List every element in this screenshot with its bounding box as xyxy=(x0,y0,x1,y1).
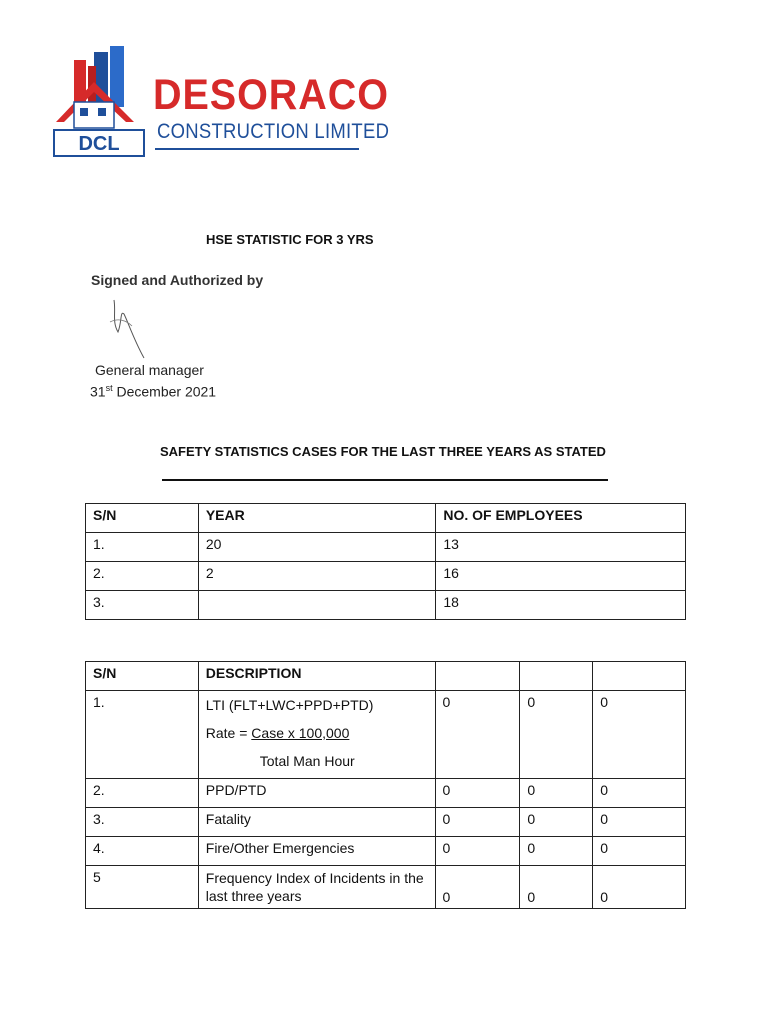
rate-denominator: Total Man Hour xyxy=(259,753,355,769)
table-cell: 0 xyxy=(520,779,593,808)
logo-window xyxy=(98,108,106,116)
table-row xyxy=(86,691,686,779)
table-cell: PPD/PTD xyxy=(198,779,435,808)
table-cell: 16 xyxy=(436,562,686,591)
table-row xyxy=(86,837,686,866)
table-cell: 0 xyxy=(593,808,686,837)
signature xyxy=(104,292,154,362)
logo-window xyxy=(80,108,88,116)
logo-building-blue-tall xyxy=(110,46,124,107)
company-subtitle: CONSTRUCTION LIMITED xyxy=(157,120,390,143)
table-cell: 20 xyxy=(198,533,436,562)
company-name: DESORACO xyxy=(153,71,389,119)
header-cell xyxy=(435,662,520,691)
safety-statistics-table xyxy=(85,661,686,909)
table-cell: 3. xyxy=(86,808,199,837)
signature-date: 31st December 2021 xyxy=(90,383,217,400)
employees-table xyxy=(85,503,686,620)
table-cell: 0 xyxy=(520,866,593,909)
table-row xyxy=(86,591,686,620)
table-cell: 0 xyxy=(435,808,520,837)
table-cell: 0 xyxy=(593,779,686,808)
heading-rule xyxy=(162,479,608,481)
table-cell xyxy=(198,591,436,620)
table-cell: 0 xyxy=(435,779,520,808)
table-row xyxy=(86,866,686,909)
table-cell: 0 xyxy=(520,837,593,866)
table-row xyxy=(86,808,686,837)
table-cell: 1. xyxy=(86,691,199,779)
table-row xyxy=(86,533,686,562)
table-cell: 0 xyxy=(435,837,520,866)
lti-description-cell xyxy=(198,691,435,779)
header-cell: NO. OF EMPLOYEES xyxy=(436,504,686,533)
header-cell: DESCRIPTION xyxy=(198,662,435,691)
table-cell: 13 xyxy=(436,533,686,562)
table-cell: 0 xyxy=(593,691,686,779)
table-cell: 0 xyxy=(435,866,520,909)
header-cell: S/N xyxy=(86,504,199,533)
table-cell: 1. xyxy=(86,533,199,562)
header-cell: YEAR xyxy=(198,504,436,533)
signed-by-label: Signed and Authorized by xyxy=(91,272,264,288)
table-cell: 4. xyxy=(86,837,199,866)
table-cell: 2. xyxy=(86,779,199,808)
table-cell: 18 xyxy=(436,591,686,620)
table-cell: 0 xyxy=(435,691,520,779)
table-cell: Fire/Other Emergencies xyxy=(198,837,435,866)
table-cell: 0 xyxy=(520,808,593,837)
header-cell xyxy=(593,662,686,691)
table-header-row xyxy=(86,504,686,533)
logo-monogram: DCL xyxy=(78,133,120,155)
rate-formula: Rate = Case x 100,000 xyxy=(205,725,350,741)
table-cell: 2 xyxy=(198,562,436,591)
table-cell: 0 xyxy=(593,837,686,866)
table-cell: 5 xyxy=(86,866,199,909)
signer-role: General manager xyxy=(95,362,204,378)
table-cell: 2. xyxy=(86,562,199,591)
document-title: HSE STATISTIC FOR 3 YRS xyxy=(206,232,374,247)
table-cell: 0 xyxy=(593,866,686,909)
section-heading: SAFETY STATISTICS CASES FOR THE LAST THREE YEARS AS STATED xyxy=(160,444,606,459)
table-cell: 3. xyxy=(86,591,199,620)
header-cell xyxy=(520,662,593,691)
lti-label: LTI (FLT+LWC+PPD+PTD) xyxy=(205,697,374,713)
table-row xyxy=(86,562,686,591)
table-header-row xyxy=(86,662,686,691)
table-cell: Fatality xyxy=(198,808,435,837)
table-cell: Frequency Index of Incidents in the last three years xyxy=(198,866,435,909)
logo-underline xyxy=(155,148,359,150)
header-cell: S/N xyxy=(86,662,199,691)
table-row xyxy=(86,779,686,808)
table-cell: 0 xyxy=(520,691,593,779)
